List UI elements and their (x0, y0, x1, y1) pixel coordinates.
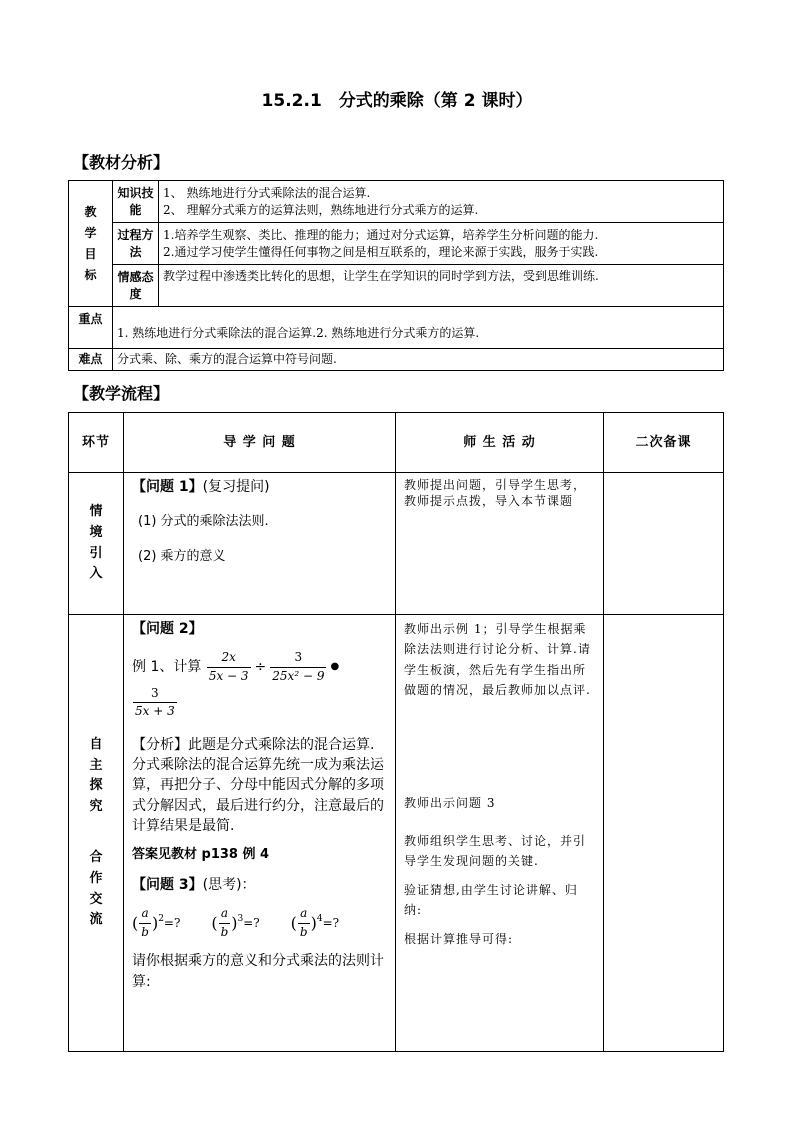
header-guide: 导 学 问 题 (124, 413, 396, 473)
header-review: 二次备课 (604, 413, 724, 473)
review-intro (604, 473, 724, 615)
goal-knowledge-text: 1、 熟练地进行分式乘除法的混合运算. 2、 理解分式乘方的运算法则，熟练地进行分式乘方的运算. (159, 181, 724, 223)
difficult-label: 难点 (69, 349, 113, 371)
analysis-table (68, 180, 724, 371)
answer-ref: 答案见教材 p138 例 4 (132, 847, 270, 863)
key-label: 重点 (69, 307, 113, 349)
activity-intro: 教师提出问题，引导学生思考，教师提示点拨，导入本节课题 (396, 473, 604, 615)
example-1: 例 1、计算 $\frac{2x}{5x - 3}$ ÷ $\frac{3}{\text{25x² − 9}}$ ● $\frac{3}{5x + 3}$ (132, 650, 340, 719)
section-heading-flow: 【教学流程】 (73, 384, 170, 403)
header-activity: 师 生 活 动 (396, 413, 604, 473)
goal-process-text: 1.培养学生观察、类比、推理的能力；通过对分式运算，培养学生分析问题的能力. 2.通过学习使学生懂得任何事物之间是相互联系的，理论来源于实践，服务于实践. (159, 223, 724, 265)
activity-explore: 教师出示例 1；引导学生根据乘除法法则进行讨论分析、计算.请学生板演，然后先有学生指出所做题的情况，最后教师加以点评. 教师出示问题 3 教师组织学生思考、讨论，并引导学生发现问题的关键. 验证猜想,由学生讨论讲解、归纳: 根据计算推导可得: (396, 615, 604, 1052)
goal-attitude-text: 教学过程中渗透类比转化的思想，让学生在学知识的同时学到方法，受到思维训练. (159, 265, 724, 307)
stage-intro: 情 境 引 入 (69, 473, 124, 615)
difficult-text: 分式乘、除、乘方的混合运算中符号问题. (113, 349, 724, 371)
q3-text: 请你根据乘方的意义和分式乘法的法则计算: (132, 953, 384, 990)
header-stage: 环节 (69, 413, 124, 473)
power-expressions: ( $\frac{a}{b}$ )$^2$=? ( $\frac{a}{b}$ )$^3$=? ( $\frac{a}{b}$ )$^4$=? (132, 906, 340, 939)
guide-question-1: 【问题 1】(复习提问) (1) 分式的乘除法法则. (2) 乘方的意义 (124, 473, 396, 615)
goal-label: 教 学 目 标 (69, 181, 113, 307)
goal-sub-process: 过程方法 (113, 223, 159, 265)
page-title: 15.2.1 分式的乘除（第 2 课时） (261, 91, 533, 111)
goal-sub-attitude: 情感态度 (113, 265, 159, 307)
section-heading-analysis: 【教材分析】 (73, 153, 170, 172)
stage-explore: 自 主 探 究 合 作 交 流 (69, 615, 124, 1052)
flow-table (68, 412, 724, 1052)
key-text: 1. 熟练地进行分式乘除法的混合运算.2. 熟练地进行分式乘方的运算. (113, 307, 724, 349)
review-explore (604, 615, 724, 1052)
guide-question-2-3: 【问题 2】 例 1、计算 $\frac{2x}{5x - 3}$ ÷ $\frac{3}{\text{25x² − 9}}$ ● $\frac{3}{5x + 3}$ 【分析】此题是分式乘除法的混合运算. 分式乘除法的混合运算先统一成为乘法运算，再把分子、分母中能因式分解的多项式分解因式，最后进行约分，注意最后的计算结果是最简. 答案见教材 p138 例 4 【问题 3】(思考)： ( $\frac{a}{b}$ )$^2$=? ( $\frac{a}{b}$ )$^3$=? ( $\frac{a}{b}$ )$^4$=? 请你根据乘方的意义和分式乘法的法则计算: (124, 615, 396, 1052)
goal-sub-knowledge: 知识技能 (113, 181, 159, 223)
analysis-text: 【分析】此题是分式乘除法的混合运算. 分式乘除法的混合运算先统一成为乘法运算，再把分子、分母中能因式分解的多项式分解因式，最后进行约分，注意最后的计算结果是最简. (132, 736, 384, 835)
